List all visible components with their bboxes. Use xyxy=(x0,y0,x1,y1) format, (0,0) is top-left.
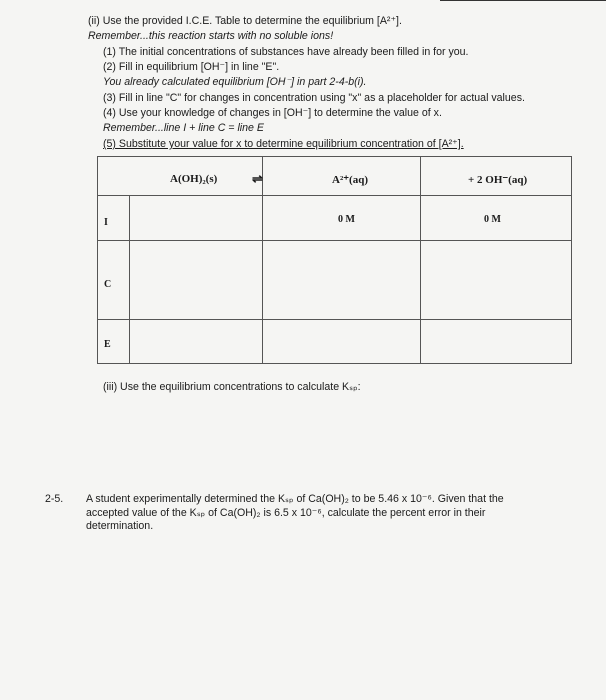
ice-product-a: A²⁺(aq) xyxy=(332,174,368,186)
ice-i-label-cell xyxy=(98,196,130,241)
ice-e-oh-cell[interactable] xyxy=(421,320,572,364)
ice-initial-oh-value: 0 M xyxy=(484,214,501,225)
step-2: (2) Fill in equilibrium [OH⁻] in line "E". xyxy=(103,61,280,73)
ice-c-solid-cell[interactable] xyxy=(130,241,263,320)
ice-i-solid-cell[interactable] xyxy=(130,196,263,241)
question-number: 2-5. xyxy=(45,493,64,505)
remember-note: Remember...this reaction starts with no soluble ions! xyxy=(88,30,334,42)
ice-e-label-cell xyxy=(98,320,130,364)
equilibrium-arrow: ⇌ xyxy=(252,171,263,186)
already-calculated-note: You already calculated equilibrium [OH⁻] in part 2-4-b(i). xyxy=(103,76,367,88)
ice-row-label-i: I xyxy=(104,217,108,228)
remember-line-sum: Remember...line I + line C = line E xyxy=(103,122,264,134)
ice-row-label-c: C xyxy=(104,279,112,290)
ice-initial-a-value: 0 M xyxy=(338,214,355,225)
question-2-5-text: A student experimentally determined the Kₛₚ of Ca(OH)₂ to be 5.46 x 10⁻⁶. Given that the accepted value of the Kₛₚ of Ca(OH)₂ is 6.5 x 10⁻⁶, calculate the percent error in their determination. xyxy=(86,493,504,532)
ice-product-oh: + 2 OH⁻(aq) xyxy=(468,174,528,186)
step-3: (3) Fill in line "C" for changes in concentration using "x" as a placeholder for actual values. xyxy=(103,92,525,104)
ice-e-a-cell[interactable] xyxy=(263,320,421,364)
ice-reactant: A(OH)₂(s) xyxy=(170,173,218,185)
ice-c-label-cell xyxy=(98,241,130,320)
ice-c-oh-cell[interactable] xyxy=(421,241,572,320)
ice-table xyxy=(97,156,572,364)
step-1: (1) The initial concentrations of substances have already been filled in for you. xyxy=(103,46,469,58)
part-ii-heading: (ii) Use the provided I.C.E. Table to determine the equilibrium [A²⁺]. xyxy=(88,15,402,27)
part-iii-text: (iii) Use the equilibrium concentrations to calculate Kₛₚ: xyxy=(103,381,361,393)
top-rule xyxy=(440,0,606,1)
step-5: (5) Substitute your value for x to determine equilibrium concentration of [A²⁺]. xyxy=(103,138,464,150)
ice-row-c xyxy=(98,241,572,320)
step-4: (4) Use your knowledge of changes in [OH⁻] to determine the value of x. xyxy=(103,107,442,119)
ice-c-a-cell[interactable] xyxy=(263,241,421,320)
ice-row-e xyxy=(98,320,572,364)
ice-row-label-e: E xyxy=(104,339,111,350)
ice-e-solid-cell[interactable] xyxy=(130,320,263,364)
